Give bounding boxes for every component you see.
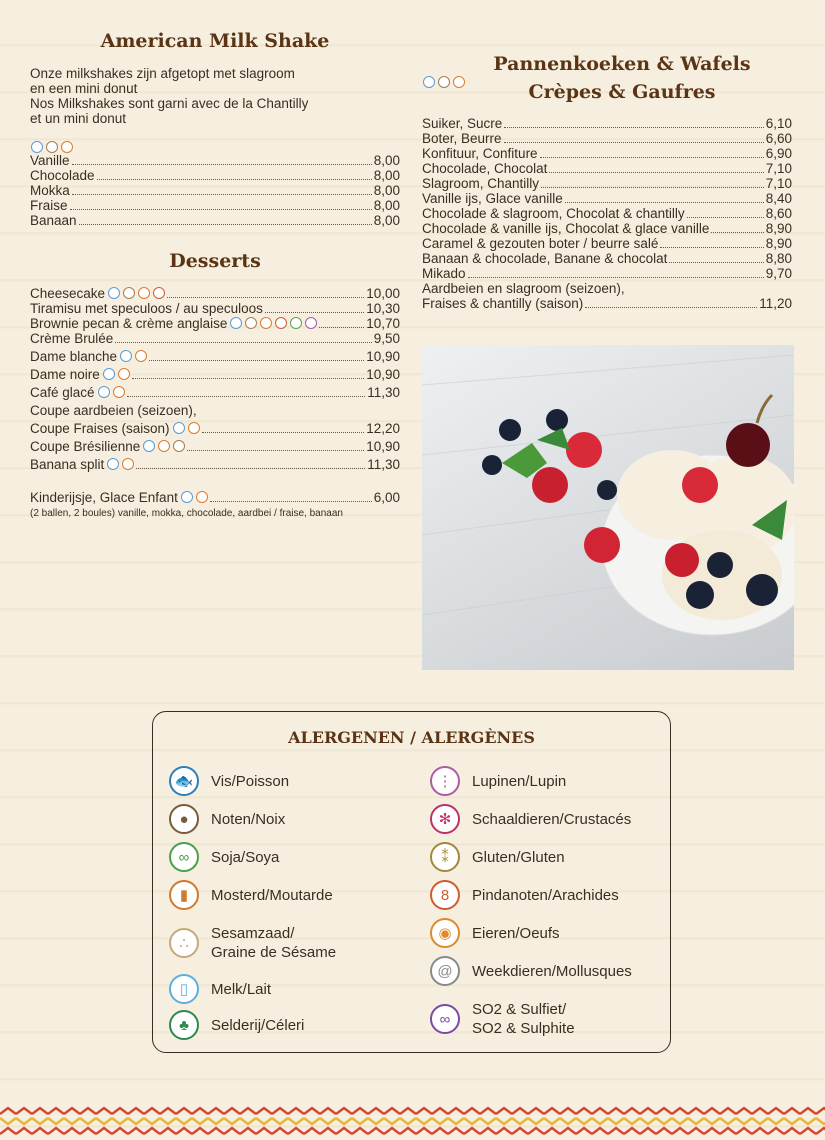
milkshake-title: American Milk Shake (100, 30, 330, 52)
pancakes-title: Pannenkoeken & Wafels Crèpes & Gaufres (493, 53, 751, 103)
menu-item: Café glacé 11,30 (30, 385, 400, 400)
legend-item-sesame: ∴ Sesamzaad/ Graine de Sésame (169, 924, 336, 962)
legend-item-soy: ∞ Soja/Soya (169, 842, 279, 872)
legend-item-egg: ◉ Eieren/Oeufs (430, 918, 560, 948)
menu-item: Dame noire 10,90 (30, 367, 400, 382)
menu-item: Brownie pecan & crème anglaise 10,70 (30, 316, 400, 331)
sulphite-icon: ∞ (430, 1004, 460, 1034)
milkshake-allergen-icons (30, 139, 400, 153)
sesame-icon (438, 76, 450, 88)
menu-item: Chocolade & vanille ijs, Chocolat & glace vanille 8,90 (422, 221, 792, 236)
menu-item: Coupe Brésilienne 10,90 (30, 439, 400, 454)
zigzag-border (0, 1106, 825, 1140)
menu-item: Tiramisu met speculoos / au speculoos 10,30 (30, 301, 400, 316)
egg-icon: ◉ (430, 918, 460, 948)
legend-item-peanut: 8 Pindanoten/Arachides (430, 880, 619, 910)
menu-item: Fraises & chantilly (saison) 11,20 (422, 296, 792, 311)
menu-item: Caramel & gezouten boter / beurre salé 8,90 (422, 236, 792, 251)
snail-icon: @ (430, 956, 460, 986)
legend-item-crustacean: ✻ Schaaldieren/Crustacés (430, 804, 631, 834)
menu-item: Banana split 11,30 (30, 457, 400, 472)
legend-item-milk: ▯ Melk/Lait (169, 974, 271, 1004)
menu-item: Banaan 8,00 (30, 213, 400, 228)
legend-item-gluten: ⁑ Gluten/Gluten (430, 842, 565, 872)
pancakes-list (422, 116, 792, 311)
menu-item: Mikado 9,70 (422, 266, 792, 281)
desserts-title: Desserts (169, 250, 261, 272)
sesame-icon (46, 141, 58, 153)
allergen-legend (152, 711, 671, 1053)
menu-item: Aardbeien en slagroom (seizoen), (422, 281, 625, 296)
egg-icon (61, 141, 73, 153)
menu-item: Chocolade, Chocolat 7,10 (422, 161, 792, 176)
menu-item: Konfituur, Confiture 6,90 (422, 146, 792, 161)
menu-item: Fraise 8,00 (30, 198, 400, 213)
wheat-icon: ⁑ (430, 842, 460, 872)
milkshake-intro: Onze milkshakes zijn afgetopt met slagroom en een mini donut Nos Milkshakes sont garni avec de la Chantilly et un mini donut (30, 66, 309, 126)
menu-item: Vanille ijs, Glace vanille 8,40 (422, 191, 792, 206)
milk-icon (423, 76, 435, 88)
mustard-icon: ▮ (169, 880, 199, 910)
ice-cream-photo (422, 345, 794, 670)
menu-item: Coupe Fraises (saison) 12,20 (30, 421, 400, 436)
milkshake-list (30, 153, 400, 228)
soy-icon: ∞ (169, 842, 199, 872)
legend-item-celery: ♣ Selderij/Céleri (169, 1010, 304, 1040)
ice-cream-illustration (422, 345, 794, 670)
menu-item: Boter, Beurre 6,60 (422, 131, 792, 146)
menu-item: Cheesecake 10,00 (30, 286, 400, 301)
peanut-icon: 8 (430, 880, 460, 910)
acorn-icon: ● (169, 804, 199, 834)
lupin-icon: ⋮ (430, 766, 460, 796)
legend-item-mollusc: @ Weekdieren/Mollusques (430, 956, 632, 986)
milk-icon (31, 141, 43, 153)
legend-item-sulphite: ∞ SO2 & Sulfiet/ SO2 & Sulphite (430, 1000, 575, 1038)
lobster-icon: ✻ (430, 804, 460, 834)
menu-item: Banaan & chocolade, Banane & chocolat 8,80 (422, 251, 792, 266)
pancakes-allergen-icons (422, 74, 465, 92)
menu-item: Dame blanche 10,90 (30, 349, 400, 364)
right-column (422, 50, 792, 311)
legend-item-mustard: ▮ Mosterd/Moutarde (169, 880, 333, 910)
menu-item: Suiker, Sucre 6,10 (422, 116, 792, 131)
menu-item: Kinderijsje, Glace Enfant 6,00 (30, 490, 400, 505)
menu-item: Slagroom, Chantilly 7,10 (422, 176, 792, 191)
menu-item: Coupe aardbeien (seizoen), (30, 403, 197, 418)
egg-icon (453, 76, 465, 88)
fish-icon: 🐟 (169, 766, 199, 796)
legend-item-lupin: ⋮ Lupinen/Lupin (430, 766, 566, 796)
menu-item: Chocolade & slagroom, Chocolat & chantilly 8,60 (422, 206, 792, 221)
menu-item: Mokka 8,00 (30, 183, 400, 198)
legend-item-fish: 🐟 Vis/Poisson (169, 766, 289, 796)
kids-note: (2 ballen, 2 boules) vanille, mokka, chocolade, aardbei / fraise, banaan (30, 508, 343, 519)
left-column (30, 30, 400, 520)
menu-item: Crème Brulée 9,50 (30, 331, 400, 346)
menu-item: Chocolade 8,00 (30, 168, 400, 183)
legend-title: ALERGENEN / ALERGÈNES (288, 728, 535, 747)
milk-icon: ▯ (169, 974, 199, 1004)
celery-icon: ♣ (169, 1010, 199, 1040)
desserts-list (30, 286, 400, 520)
legend-item-nuts: ● Noten/Noix (169, 804, 285, 834)
sesame-icon: ∴ (169, 928, 199, 958)
menu-item: Vanille 8,00 (30, 153, 400, 168)
